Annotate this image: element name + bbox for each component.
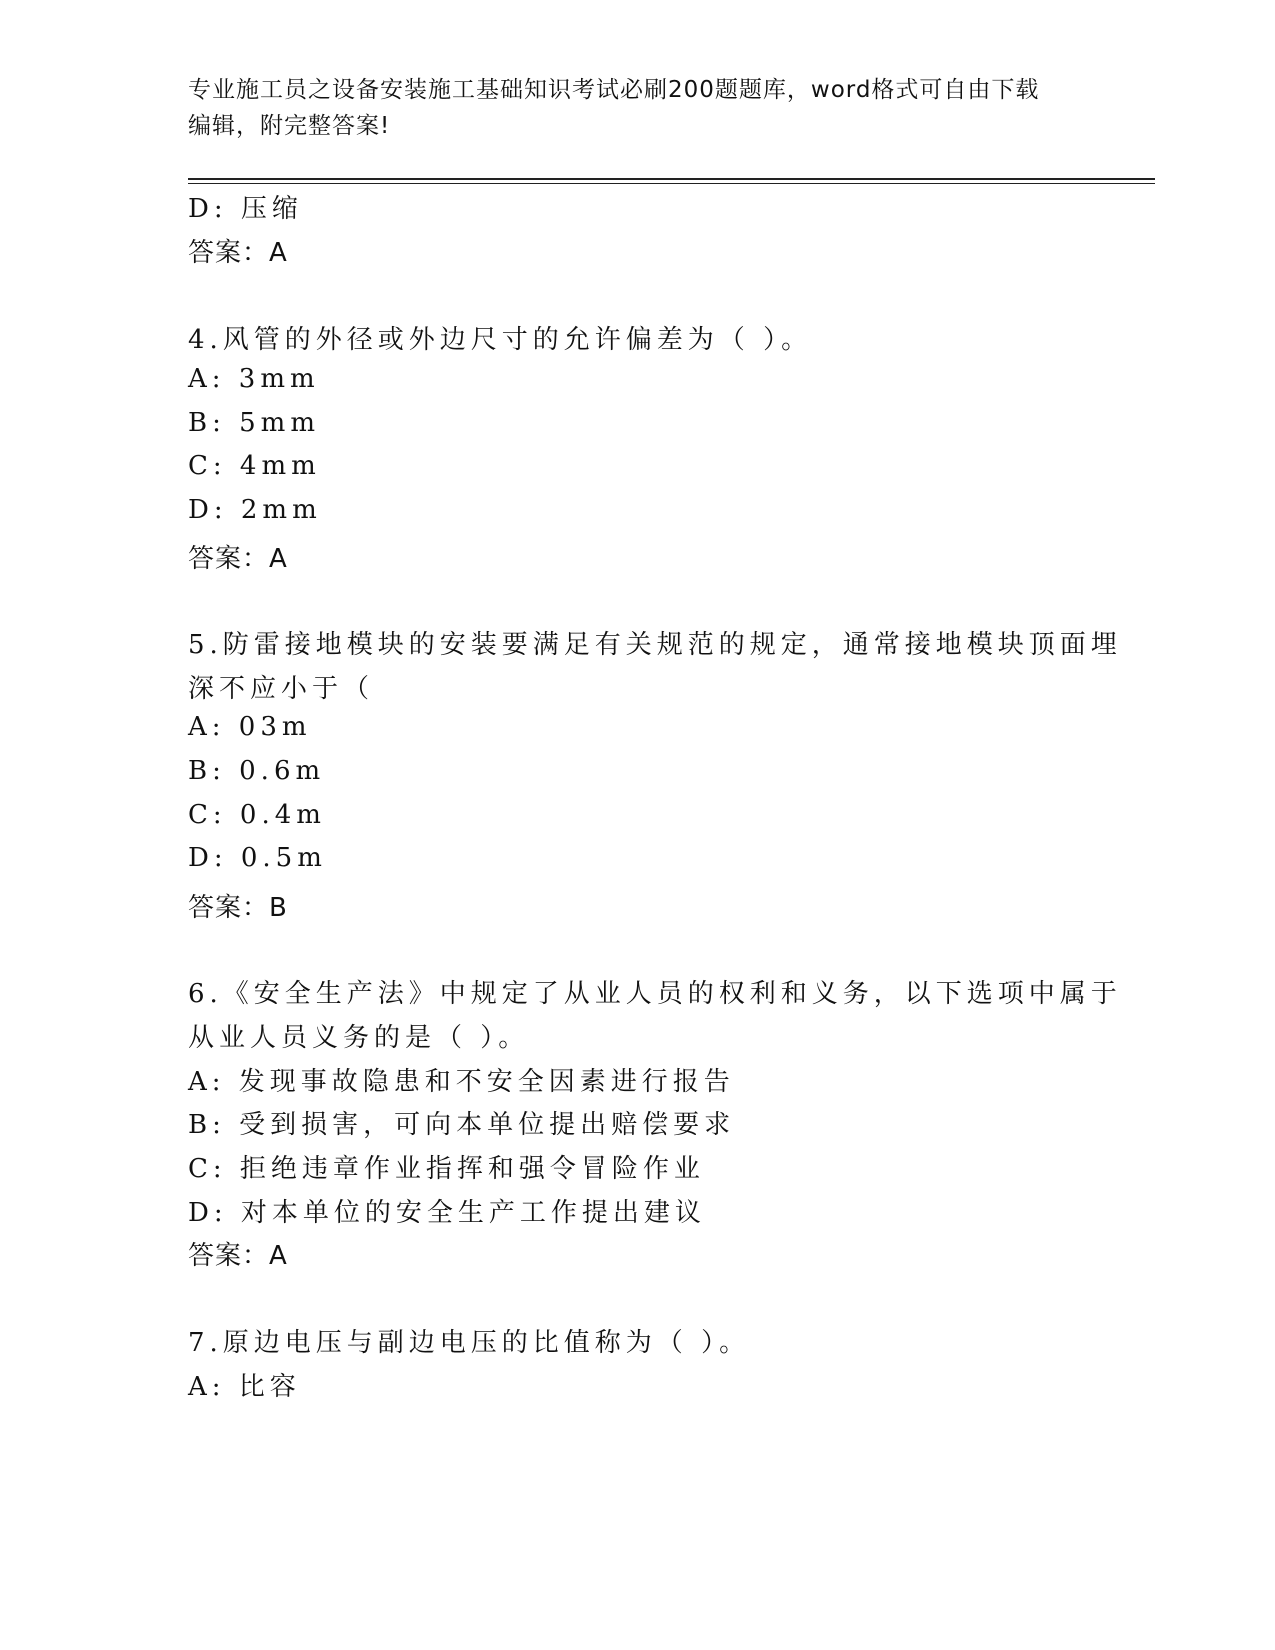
q6-answer: 答案：A	[188, 1241, 288, 1271]
q6-option-a: A: 发现事故隐患和不安全因素进行报告	[188, 1067, 735, 1097]
q6-stem-line-2: 从业人员义务的是（ ）。	[188, 1023, 530, 1053]
header-line-2: 编辑，附完整答案!	[188, 113, 391, 139]
document-header	[188, 72, 1088, 144]
q5-stem-line-2: 深不应小于（	[188, 674, 375, 704]
header-divider-thin	[188, 183, 1155, 184]
q5-stem-line-1: 5.防雷接地模块的安装要满足有关规范的规定，通常接地模块顶面埋	[188, 630, 1122, 660]
q7-stem: 7.原边电压与副边电压的比值称为（ ）。	[188, 1328, 751, 1358]
header-line-1: 专业施工员之设备安装施工基础知识考试必刷200题题库，word格式可自由下载	[188, 77, 1040, 103]
header-divider-thick	[188, 178, 1155, 180]
q4-option-c: C: 4mm	[188, 451, 321, 481]
q7-option-a: A: 比容	[188, 1372, 301, 1402]
q6-option-d: D: 对本单位的安全生产工作提出建议	[188, 1198, 706, 1228]
q5-answer: 答案：B	[188, 893, 288, 923]
q4-option-b: B: 5mm	[188, 408, 320, 438]
q5-option-d: D: 0.5m	[188, 843, 327, 873]
prev-option-d: D: 压缩	[188, 194, 303, 224]
q4-option-a: A: 3mm	[188, 364, 320, 394]
q5-option-b: B: 0.6m	[188, 756, 326, 786]
q6-option-b: B: 受到损害，可向本单位提出赔偿要求	[188, 1110, 736, 1140]
q6-option-c: C: 拒绝违章作业指挥和强令冒险作业	[188, 1154, 705, 1184]
q4-answer: 答案：A	[188, 544, 288, 574]
q5-option-c: C: 0.4m	[188, 800, 326, 830]
q4-option-d: D: 2mm	[188, 495, 322, 525]
prev-answer: 答案：A	[188, 238, 288, 268]
q6-stem-line-1: 6.《安全生产法》中规定了从业人员的权利和义务，以下选项中属于	[188, 979, 1122, 1009]
q5-option-a: A: 03m	[188, 712, 312, 742]
q4-stem: 4.风管的外径或外边尺寸的允许偏差为（ ）。	[188, 325, 813, 355]
